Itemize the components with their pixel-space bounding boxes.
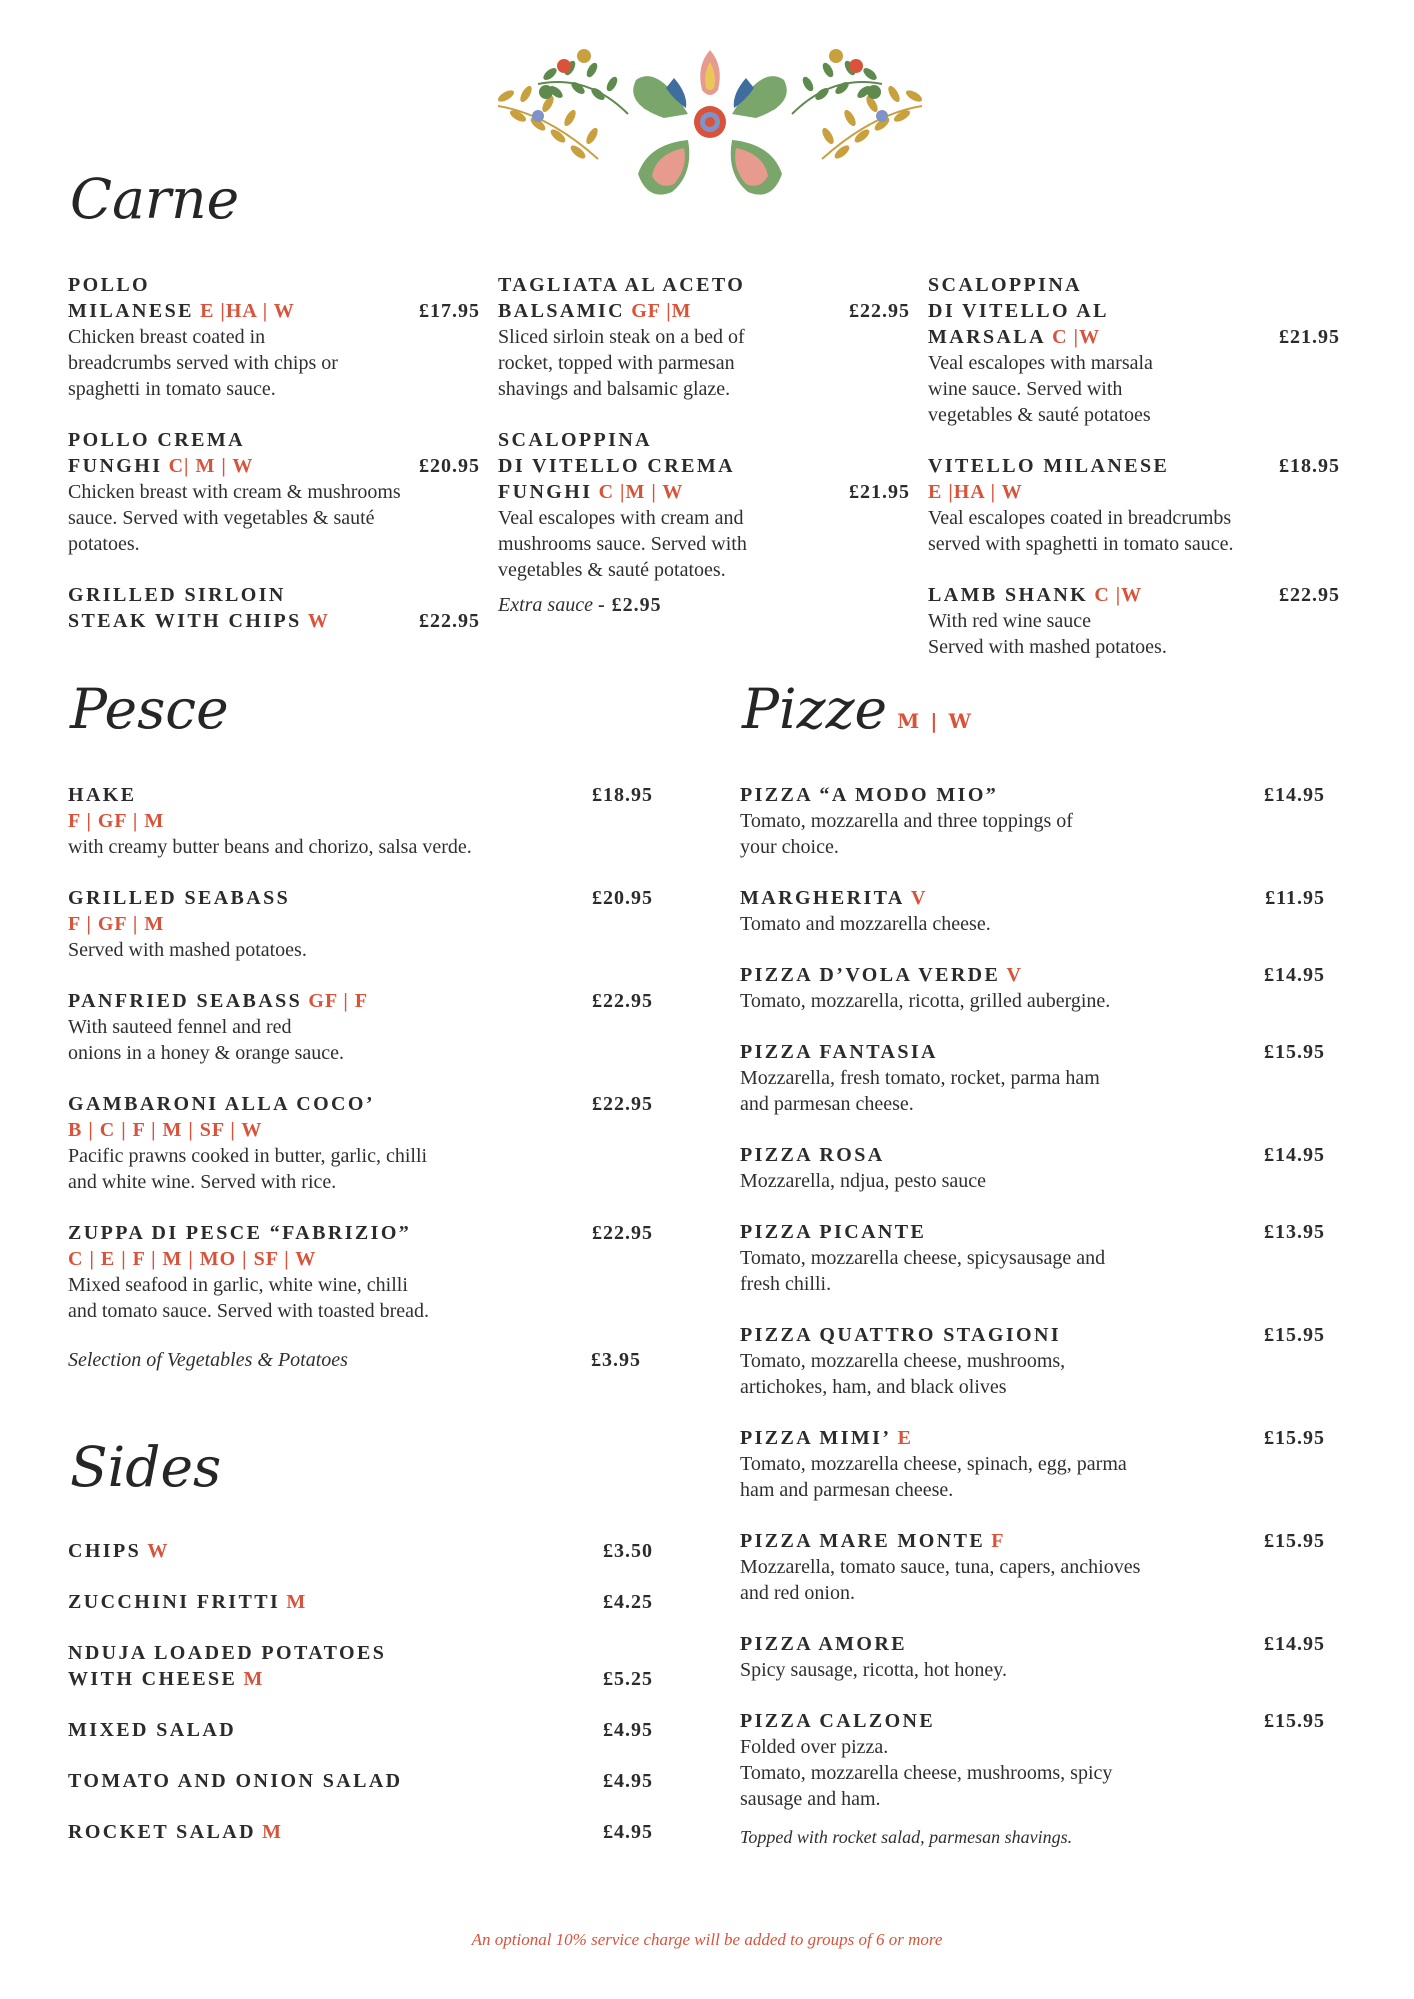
- pizza-name-line: [740, 1219, 1325, 1245]
- menu-item-name-line: [68, 272, 480, 298]
- allergen-codes: C |W: [1052, 326, 1100, 348]
- menu-item-description: Chicken breast with cream & mushrooms: [68, 481, 401, 503]
- pizze-title-text: Pizze: [742, 677, 888, 741]
- pizza-description: Tomato, mozzarella cheese, mushrooms,: [740, 1350, 1066, 1372]
- menu-item: [68, 1220, 653, 1324]
- menu-item-name-line: [68, 298, 480, 324]
- carne-column-1: [68, 272, 480, 659]
- pizza-name: PIZZA ROSA: [740, 1144, 885, 1166]
- menu-item-name-line: [68, 1220, 653, 1246]
- menu-item-name: GRILLED SEABASS: [68, 887, 291, 909]
- menu-item-price: £22.95: [592, 1222, 653, 1244]
- menu-item-description: breadcrumbs served with chips or: [68, 352, 338, 374]
- allergen-codes: B | C | F | M | SF | W: [68, 1119, 263, 1141]
- allergen-codes: C |W: [1094, 584, 1143, 606]
- floral-ornament-icon: [488, 44, 932, 206]
- allergen-codes: C| M | W: [168, 455, 254, 477]
- menu-item: [68, 885, 653, 963]
- menu-item-description: with creamy butter beans and chorizo, salsa verde.: [68, 836, 472, 858]
- pizza-description: Tomato, mozzarella, ricotta, grilled aubergine.: [740, 990, 1111, 1012]
- menu-item-name: POLLO CREMA: [68, 429, 245, 451]
- pizza-description: and parmesan cheese.: [740, 1093, 914, 1115]
- menu-item-name-line: [68, 608, 480, 634]
- side-item-name: ROCKET SALAD: [68, 1821, 256, 1843]
- menu-item-name-line: [498, 272, 910, 298]
- section-title-pizze: [742, 677, 973, 741]
- pizza-description: and red onion.: [740, 1582, 855, 1604]
- menu-item-description: mushrooms sauce. Served with: [498, 533, 747, 555]
- pizza-description: artichokes, ham, and black olives: [740, 1376, 1007, 1398]
- menu-item-name: SCALOPPINA: [498, 429, 653, 451]
- menu-item-name-line: [68, 427, 480, 453]
- pizza-name-line: [740, 1425, 1325, 1451]
- menu-item-name-line: [68, 988, 653, 1014]
- pizza-description: Folded over pizza.: [740, 1736, 889, 1758]
- menu-item: [498, 272, 910, 402]
- pizza-description: your choice.: [740, 836, 839, 858]
- pizza-name: PIZZA PICANTE: [740, 1221, 927, 1243]
- pizza-price: £14.95: [1264, 784, 1325, 806]
- allergen-codes: E |HA | W: [200, 300, 295, 322]
- pizza-name: PIZZA D’VOLA VERDE: [740, 964, 1001, 986]
- menu-item-name: SCALOPPINA: [928, 274, 1083, 296]
- pizza-description: Tomato, mozzarella cheese, spinach, egg, parma: [740, 1453, 1127, 1475]
- side-item-name-line: [68, 1768, 653, 1794]
- menu-item-description: onions in a honey & orange sauce.: [68, 1042, 345, 1064]
- carne-column-3: [928, 272, 1340, 685]
- menu-item-name: BALSAMIC: [498, 300, 625, 322]
- menu-item-description: Veal escalopes coated in breadcrumbs: [928, 507, 1232, 529]
- menu-item-description: sauce. Served with vegetables & sauté: [68, 507, 375, 529]
- pizza-price: £15.95: [1264, 1710, 1325, 1732]
- menu-item-price: £22.95: [1279, 584, 1340, 606]
- side-item-name-line: [68, 1589, 653, 1615]
- menu-item-name-line: [498, 427, 910, 453]
- allergen-codes: V: [910, 887, 927, 909]
- menu-item-name-line: [68, 582, 480, 608]
- menu-item-price: £21.95: [1279, 326, 1340, 348]
- menu-item-name: POLLO: [68, 274, 151, 296]
- menu-item-price: £17.95: [419, 300, 480, 322]
- menu-item-name: TAGLIATA AL ACETO: [498, 274, 746, 296]
- pizza-description: ham and parmesan cheese.: [740, 1479, 954, 1501]
- pizza-name-line: [740, 962, 1325, 988]
- pizza-description: Tomato, mozzarella and three toppings of: [740, 810, 1073, 832]
- menu-item: [928, 453, 1340, 557]
- pizza-name: PIZZA FANTASIA: [740, 1041, 938, 1063]
- pizza-item: [740, 1425, 1325, 1503]
- allergen-codes: F | GF | M: [68, 810, 165, 832]
- pizza-name-line: [740, 1039, 1325, 1065]
- allergen-codes: GF |M: [631, 300, 692, 322]
- allergen-codes: M: [286, 1591, 307, 1613]
- side-item-price: £3.50: [603, 1540, 653, 1562]
- pizza-description: Mozzarella, tomato sauce, tuna, capers, anchioves: [740, 1556, 1141, 1578]
- pizza-price: £15.95: [1264, 1530, 1325, 1552]
- menu-item-description: spaghetti in tomato sauce.: [68, 378, 276, 400]
- allergen-codes: F: [991, 1530, 1005, 1552]
- pizza-name-line: [740, 1631, 1325, 1657]
- side-item-name: CHIPS: [68, 1540, 142, 1562]
- menu-item-price: £22.95: [592, 1093, 653, 1115]
- side-item: [68, 1538, 653, 1564]
- menu-item-description: Served with mashed potatoes.: [68, 939, 307, 961]
- menu-item-name-line: [68, 1091, 653, 1117]
- pizza-item: [740, 1322, 1325, 1400]
- pizza-price: £14.95: [1264, 1633, 1325, 1655]
- menu-item-description: served with spaghetti in tomato sauce.: [928, 533, 1234, 555]
- pizza-price: £14.95: [1264, 1144, 1325, 1166]
- menu-item-name: MARSALA: [928, 326, 1046, 348]
- menu-item: [68, 272, 480, 402]
- menu-item-name: ZUPPA DI PESCE “FABRIZIO”: [68, 1222, 412, 1244]
- section-title-carne: Carne: [70, 167, 240, 231]
- side-item-price: £4.25: [603, 1591, 653, 1613]
- menu-item-price: £22.95: [849, 300, 910, 322]
- menu-item-description: Sliced sirloin steak on a bed of: [498, 326, 745, 348]
- pizza-name: PIZZA CALZONE: [740, 1710, 936, 1732]
- pizze-title-allergens: M | W: [897, 709, 973, 733]
- menu-item-name-line: [928, 479, 1340, 505]
- side-item-price: £4.95: [603, 1821, 653, 1843]
- pizza-description: sausage and ham.: [740, 1788, 881, 1810]
- menu-item-name-line: [68, 453, 480, 479]
- side-item-name-line: [68, 1640, 653, 1666]
- pizza-name-line: [740, 782, 1325, 808]
- menu-item-description: Chicken breast coated in: [68, 326, 266, 348]
- pizza-name: PIZZA MARE MONTE: [740, 1530, 986, 1552]
- pizza-item: [740, 1708, 1325, 1812]
- menu-item-price: £18.95: [1279, 455, 1340, 477]
- menu-item-description: potatoes.: [68, 533, 140, 555]
- section-title-pesce: Pesce: [70, 677, 229, 741]
- pizza-item: [740, 885, 1325, 937]
- vegetables-potatoes-note: [68, 1349, 653, 1372]
- menu-item-name-line: [928, 582, 1340, 608]
- menu-item-description: Veal escalopes with cream and: [498, 507, 744, 529]
- menu-item: [498, 427, 910, 583]
- side-item-name-line: [68, 1819, 653, 1845]
- menu-item-name-line: [928, 272, 1340, 298]
- menu-item-price: £22.95: [419, 610, 480, 632]
- menu-item-price: £22.95: [592, 990, 653, 1012]
- side-item: [68, 1589, 653, 1615]
- side-item-price: £4.95: [603, 1719, 653, 1741]
- menu-item-price: £18.95: [592, 784, 653, 806]
- menu-item-description: Veal escalopes with marsala: [928, 352, 1153, 374]
- menu-item-name-line: [68, 782, 653, 808]
- side-item-name: WITH CHEESE: [68, 1668, 238, 1690]
- menu-item-name: VITELLO MILANESE: [928, 455, 1170, 477]
- pizza-item: [740, 782, 1325, 860]
- menu-item-description: wine sauce. Served with: [928, 378, 1123, 400]
- pizza-name: PIZZA QUATTRO STAGIONI: [740, 1324, 1062, 1346]
- pizza-item: [740, 1039, 1325, 1117]
- pizza-name-line: [740, 885, 1325, 911]
- pizze-list: [740, 782, 1325, 1848]
- side-item-price: £5.25: [603, 1668, 653, 1690]
- allergen-codes: M: [262, 1821, 283, 1843]
- pizza-description: Tomato and mozzarella cheese.: [740, 913, 991, 935]
- pizza-price: £15.95: [1264, 1427, 1325, 1449]
- menu-item-name-line: [498, 453, 910, 479]
- pesce-list: [68, 782, 653, 1372]
- allergen-codes: W: [147, 1540, 169, 1562]
- menu-item-name: LAMB SHANK: [928, 584, 1089, 606]
- pizza-description: Mozzarella, ndjua, pesto sauce: [740, 1170, 987, 1192]
- menu-item-name-line: [498, 479, 910, 505]
- menu-item: [68, 988, 653, 1066]
- pizza-name: MARGHERITA: [740, 887, 905, 909]
- note-label: Selection of Vegetables & Potatoes: [68, 1349, 348, 1371]
- section-title-sides: Sides: [70, 1435, 222, 1499]
- menu-item-description: rocket, topped with parmesan: [498, 352, 735, 374]
- pizza-name: PIZZA “A MODO MIO”: [740, 784, 999, 806]
- side-item: [68, 1768, 653, 1794]
- pizza-item: [740, 1219, 1325, 1297]
- menu-item-description: and tomato sauce. Served with toasted bread.: [68, 1300, 429, 1322]
- pizza-description: Tomato, mozzarella cheese, spicysausage and: [740, 1247, 1106, 1269]
- menu-item-description: With red wine sauce: [928, 610, 1092, 632]
- pizza-price: £14.95: [1264, 964, 1325, 986]
- allergen-codes: W: [307, 610, 329, 632]
- menu-item-name: DI VITELLO AL: [928, 300, 1109, 322]
- pizza-description: Mozzarella, fresh tomato, rocket, parma ham: [740, 1067, 1100, 1089]
- menu-item-description: shavings and balsamic glaze.: [498, 378, 731, 400]
- pizza-name-line: [740, 1142, 1325, 1168]
- menu-item-name: PANFRIED SEABASS: [68, 990, 303, 1012]
- pizza-price: £15.95: [1264, 1324, 1325, 1346]
- menu-item-name-line: [928, 453, 1340, 479]
- pizza-name: PIZZA AMORE: [740, 1633, 907, 1655]
- menu-item-name-line: [928, 324, 1340, 350]
- side-item: [68, 1640, 653, 1692]
- side-item: [68, 1819, 653, 1845]
- menu-item-price: £21.95: [849, 481, 910, 503]
- pizza-description: Spicy sausage, ricotta, hot honey.: [740, 1659, 1007, 1681]
- note-price: £3.95: [591, 1349, 641, 1371]
- menu-item: [68, 782, 653, 860]
- side-item-name: MIXED SALAD: [68, 1719, 237, 1741]
- menu-item-name: GAMBARONI ALLA COCO’: [68, 1093, 375, 1115]
- menu-item-name: DI VITELLO CREMA: [498, 455, 735, 477]
- side-item-name-line: [68, 1538, 653, 1564]
- menu-item-name: HAKE: [68, 784, 137, 806]
- side-item-name-line: [68, 1717, 653, 1743]
- menu-item-name: FUNGHI: [68, 455, 163, 477]
- menu-item-description: vegetables & sauté potatoes.: [498, 559, 726, 581]
- menu-item-name-line: [928, 298, 1340, 324]
- menu-item-description: With sauteed fennel and red: [68, 1016, 292, 1038]
- pizza-item: [740, 1528, 1325, 1606]
- pizza-name-line: [740, 1322, 1325, 1348]
- menu-item-price: £20.95: [592, 887, 653, 909]
- carne-column-2: [498, 272, 910, 617]
- pizza-item: [740, 962, 1325, 1014]
- pizza-description: Tomato, mozzarella cheese, mushrooms, spicy: [740, 1762, 1113, 1784]
- side-item-name: ZUCCHINI FRITTI: [68, 1591, 281, 1613]
- extra-sauce-price: - £2.95: [597, 594, 662, 616]
- side-item: [68, 1717, 653, 1743]
- side-item-name-line: [68, 1666, 653, 1692]
- menu-item-name: FUNGHI: [498, 481, 593, 503]
- pizza-item: [740, 1142, 1325, 1194]
- allergen-codes: GF | F: [308, 990, 369, 1012]
- pizza-name-line: [740, 1528, 1325, 1554]
- menu-item-description: vegetables & sauté potatoes: [928, 404, 1151, 426]
- allergen-codes: C | E | F | M | MO | SF | W: [68, 1248, 317, 1270]
- menu-item: [928, 272, 1340, 428]
- menu-item-price: £20.95: [419, 455, 480, 477]
- menu-item-description: and white wine. Served with rice.: [68, 1171, 337, 1193]
- menu-item-description: Served with mashed potatoes.: [928, 636, 1167, 658]
- allergen-codes: C |M | W: [598, 481, 684, 503]
- menu-item-name-line: [68, 885, 653, 911]
- pizza-name-line: [740, 1708, 1325, 1734]
- pizza-description: fresh chilli.: [740, 1273, 832, 1295]
- menu-item-name: STEAK WITH CHIPS: [68, 610, 302, 632]
- allergen-codes: F | GF | M: [68, 913, 165, 935]
- sides-list: [68, 1538, 653, 1870]
- menu-item-name: GRILLED SIRLOIN: [68, 584, 286, 606]
- allergen-codes: M: [243, 1668, 264, 1690]
- side-item-name: TOMATO AND ONION SALAD: [68, 1770, 403, 1792]
- extra-sauce-note: [498, 594, 910, 617]
- menu-item-description: Pacific prawns cooked in butter, garlic, chilli: [68, 1145, 428, 1167]
- pizza-item: [740, 1631, 1325, 1683]
- menu-item-name-line: [498, 298, 910, 324]
- menu-item: [68, 1091, 653, 1195]
- pizza-price: £13.95: [1264, 1221, 1325, 1243]
- pizza-name: PIZZA MIMI’: [740, 1427, 892, 1449]
- menu-item-description: Mixed seafood in garlic, white wine, chilli: [68, 1274, 408, 1296]
- allergen-codes: V: [1006, 964, 1022, 986]
- menu-item: [68, 427, 480, 557]
- pizza-price: £15.95: [1264, 1041, 1325, 1063]
- allergen-codes: E: [897, 1427, 912, 1449]
- allergen-codes: E |HA | W: [928, 481, 1023, 503]
- extra-sauce-label: Extra sauce: [498, 594, 593, 616]
- pizza-price: £11.95: [1265, 887, 1325, 909]
- service-charge-note: An optional 10% service charge will be added to groups of 6 or more: [471, 1930, 943, 1949]
- menu-item: [68, 582, 480, 634]
- menu-item-name: MILANESE: [68, 300, 194, 322]
- side-item-price: £4.95: [603, 1770, 653, 1792]
- menu-item: [928, 582, 1340, 660]
- pizza-topping-note: Topped with rocket salad, parmesan shavings.: [740, 1827, 1073, 1847]
- side-item-name: NDUJA LOADED POTATOES: [68, 1642, 387, 1664]
